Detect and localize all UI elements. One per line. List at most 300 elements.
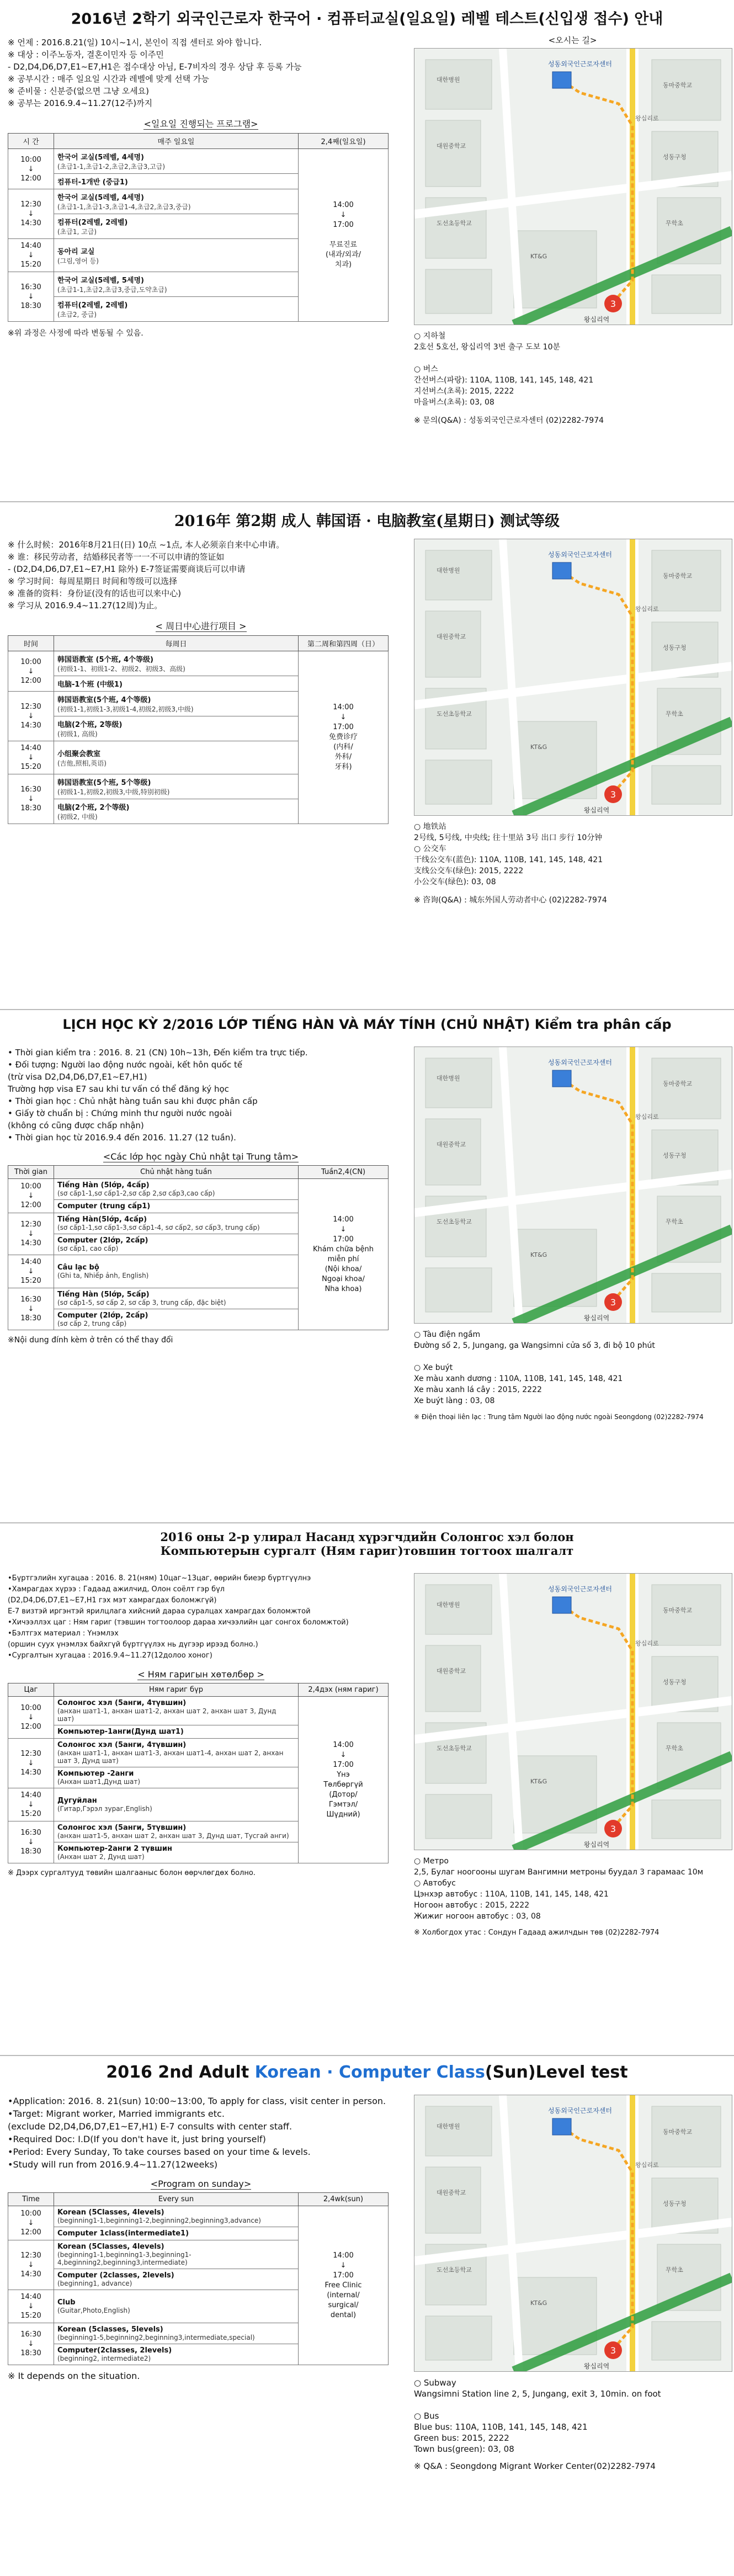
class-sub: (초급1-1,초급1-2,초급2,초급3,고급) [57,163,166,171]
class-main: 한국어 교실(5레벨, 4세명) [57,153,144,162]
center-marker [552,2118,571,2135]
class-main: Computer (2classes, 2levels) [57,2271,174,2280]
time-cell [8,1821,54,1863]
map-image [414,2095,732,2372]
map-block [425,60,492,109]
section-title: 2016 оны 2-р улирал Насанд хүрэгчдийн Солонгос хэл болон Компьютерын сургалт (Ням гариг)товшин тогтоох шалгалт [160,1530,574,1558]
clinic-cell [299,1179,389,1330]
station-exit-label: 3 [610,299,616,309]
map-block [652,1585,721,1645]
class-cell [54,1255,299,1288]
time-line: ↓ [28,795,34,803]
class-cell [54,189,299,214]
class-main: 컴퓨터(2레벨, 2레벨) [57,219,128,227]
time-line: ↓ [28,2219,34,2227]
class-cell [54,692,299,716]
time-cell [8,741,54,774]
transit-line: 마을버스(초록): 03, 08 [414,398,494,407]
class-sub: (吉他,照相,英语) [57,759,107,767]
class-sub: (Guitar,Photo,English) [57,2307,130,2314]
info-line: •Сургалтын хугацаа : 2016.9.4~11.27(12долоо хоног) [8,1651,212,1660]
time-line: ↓ [28,1759,34,1767]
map-place-label: 대한병원 [437,567,460,574]
transit-line [414,2399,731,2410]
station-exit-label: 3 [610,789,616,800]
class-main: 한국어 교실(5레벨, 5세명) [57,277,144,285]
map-place-label: KT&G [530,1778,547,1785]
left-column [8,1573,394,1877]
time-line: ↓ [28,1305,34,1313]
info-line: ※ 공부시간 : 매주 일요일 시간과 레벨에 맞게 선택 가능 [8,74,209,84]
right-column [414,2095,731,2471]
time-line: 14:40 [20,242,41,250]
map-place-label: 동마중학교 [663,2128,693,2136]
left-column [8,539,394,824]
table-header-row [8,2193,389,2206]
time-cell [8,1288,54,1330]
time-cell [8,2323,54,2365]
time-line: 14:40 [20,1258,41,1266]
class-cell [54,1309,299,1330]
clinic-line: dental) [330,2311,357,2319]
map-block [652,550,721,611]
clinic-line: Гэмтэл/ [328,1800,358,1809]
title-post: (Sun)Level test [485,2063,628,2082]
info-list [8,1573,394,1661]
program-title: < Ням гаригын хөтөлбөр > [137,1669,264,1680]
transit-line: ○ Xe buýt [414,1363,453,1372]
class-sub: (sơ cấp1, cao cấp) [57,1245,119,1252]
transit-line: Цэнхэр автобус : 110A, 110B, 141, 145, 148, 421 [414,1890,609,1899]
class-main: 电脑(2个班, 2等级) [57,721,123,729]
info-line: ※ 공부는 2016.9.4~11.27(12주)까지 [8,98,153,108]
right-column [414,1047,731,1421]
clinic-line: 免费诊疗 [328,733,358,741]
map-svg [414,1047,732,1323]
map-place-label: 동마중학교 [663,82,693,89]
table-header-cell: Цаг [8,1683,54,1697]
station-name-label: 왕십리역 [583,806,610,814]
clinic-cell [299,149,389,322]
transit-line: ○ 地铁站 [414,822,446,831]
time-cell [8,149,54,189]
map-place-label: 성동구청 [663,153,687,161]
transit-line: 2호선 5호선, 왕십리역 3번 출구 도보 10분 [414,343,561,352]
table-header-cell: 每周日 [54,636,299,651]
map-block [652,1800,721,1839]
info-line: (trừ visa D2,D4,D6,D7,E1~E7,H1) [8,1072,147,1082]
class-main: 컴퓨터(2레벨, 2레벨) [57,301,128,310]
class-main: Korean (5classes, 5levels) [57,2325,163,2334]
class-cell [54,174,299,189]
time-line: 14:40 [20,2293,41,2301]
info-line: (exclude D2,D4,D6,D7,E1~E7,H1) E-7 consults with center staff. [8,2121,292,2132]
class-main: Computer(2classes, 2levels) [57,2346,172,2355]
info-list [8,1047,394,1144]
transit-line: 간선버스(파랑): 110A, 110B, 141, 145, 148, 421 [414,376,594,385]
clinic-line: 牙科) [334,763,352,771]
table-header-cell: 2,4дэх (ням гариг) [299,1683,389,1697]
transit-line [414,353,731,364]
table-header-cell: Time [8,2193,54,2206]
clinic-line: 14:00 [333,1740,354,1749]
info-line: • Thời gian kiểm tra : 2016. 8. 21 (CN) 10h~13h, Đến kiểm tra trực tiếp. [8,1048,308,1058]
map-place-label: 대한병원 [437,1075,460,1082]
time-line: 15:20 [20,763,41,771]
map-block [652,60,721,120]
time-cell [8,272,54,322]
class-cell [54,2290,299,2323]
class-cell [54,716,299,741]
info-line: • Đối tượng: Người lao động nước ngoài, kết hôn quốc tế [8,1060,243,1070]
time-line: ↓ [28,1800,34,1809]
section-vietnamese [0,1010,734,1523]
info-line: • Thời gian học từ 2016.9.4 đến 2016. 11.27 (12 tuần). [8,1133,236,1143]
time-line: 12:30 [20,1750,41,1758]
class-main: Солонгос хэл (5анги, 5түвшин) [57,1824,187,1832]
info-line: •Хичээллэх цаг : Ням гариг (тэвшин тогтоолоор дараа хичээлийн цаг сонгох боломжтой) [8,1618,349,1627]
info-line: ※ 学习时间：每周星期日 时间和等级可以选择 [8,576,178,586]
clinic-line: ↓ [340,1750,347,1759]
clinic-line: 14:00 [333,201,354,209]
info-line: •Target: Migrant worker, Married immigrants etc. [8,2108,225,2119]
class-cell [54,297,299,322]
transit-line: Xe buýt làng : 03, 08 [414,1396,495,1405]
note: ※ It depends on the situation. [8,2371,140,2381]
map-block [652,275,721,314]
time-line: 14:40 [20,744,41,752]
map-place-label: 대한병원 [437,1601,460,1608]
transit-line: 2号线, 5号线, 中央线; 往十里站 3号 出口 步行 10分钟 [414,833,603,842]
class-cell [54,1788,299,1821]
map-place-label: 왕십리로 [635,2161,659,2169]
table-header-cell: Every sun [54,2193,299,2206]
contact: ※ Điện thoại liên lạc : Trung tâm Người lao động nước ngoài Seongdong (02)2282-7974 [414,1413,704,1421]
class-sub: (初级2, 中级) [57,813,98,821]
time-line: ↓ [28,667,34,676]
time-line: 12:00 [20,174,41,183]
info-list [8,2095,394,2171]
map-block [425,1645,481,1712]
class-sub: (sơ cấp1-1,sơ cấp1-3,sơ cấp1-4, sơ cấp2, sơ cấp3, trung cấp) [57,1224,260,1231]
map-place-label: 대원중학교 [437,633,466,640]
class-cell [54,214,299,239]
table-header-cell: 2,4wk(sun) [299,2193,389,2206]
time-cell [8,239,54,272]
map-place-label: 무학초 [666,220,683,227]
class-cell [54,1767,299,1788]
time-line: 14:30 [20,721,41,730]
time-line: 12:00 [20,2228,41,2237]
map-place-label: 왕십리로 [635,1640,659,1647]
info-line: •Required Doc: I.D(If you don't have it, just bring yourself) [8,2134,266,2144]
map-block [425,269,492,314]
table-header-row [8,1166,389,1179]
class-cell [54,2269,299,2290]
info-line: Trường hợp visa E7 sau khi tư vấn có thể đăng ký học [8,1084,229,1094]
time-line: ↓ [28,210,34,218]
class-sub: (초급1, 고급) [57,228,97,236]
map-block [652,766,721,804]
transit-line: 干线公交车(蓝色): 110A, 110B, 141, 145, 148, 421 [414,856,603,864]
map-place-label: 도선초등학교 [437,1218,472,1225]
clinic-line: Free Clinic [325,2281,362,2290]
time-line: 16:30 [20,283,41,291]
map-place-label: 동마중학교 [663,1607,693,1614]
map-block [425,1058,492,1108]
class-main: 한국어 교실(5레벨, 4세명) [57,194,144,202]
contact: ※ 문의(Q&A) : 성동외국인근로자센터 (02)2282-7974 [414,416,604,425]
program-table [8,1165,389,1330]
time-line: 10:00 [20,155,41,164]
program-title: <Các lớp học ngày Chủ nhật tại Trung tâm> [103,1151,299,1162]
map-place-label: 대한병원 [437,2123,460,2130]
class-main: Компьютер-2анги 2 түвшин [57,1845,173,1853]
map-block [425,760,492,804]
time-cell [8,189,54,239]
table-row [8,1179,389,1200]
class-cell [54,239,299,272]
info-line: • Giấy tờ chuẩn bị : Chứng minh thư người nước ngoài [8,1108,232,1118]
time-line: ↓ [28,2261,34,2269]
time-line: 10:00 [20,657,41,666]
center-marker [552,1070,571,1087]
class-cell [54,1200,299,1213]
clinic-line: ↓ [340,1225,347,1234]
map-place-label: KT&G [530,1251,547,1258]
section-english [0,2056,734,2576]
map-place-label: 동마중학교 [663,1080,693,1087]
map-label: <오시는 길> [548,35,597,45]
info-line: ※ 언제 : 2016.8.21(일) 10시~1시, 본인이 직접 센터로 와야 합니다. [8,38,262,47]
time-cell [8,1179,54,1213]
map-block [425,1794,492,1839]
clinic-line: 17:00 [333,1235,354,1244]
time-line: 18:30 [20,1314,41,1322]
time-line: 14:30 [20,2270,41,2278]
program-title: <일요일 진행되는 프로그램> [143,119,258,129]
section-title: LỊCH HỌC KỲ 2/2016 LỚP TIẾNG HÀN VÀ MÁY TÍNH (CHỦ NHẬT) Kiểm tra phân cấp [62,1017,672,1032]
title-text: 2016年 第2期 成人 韩国语 · 电脑教室(星期日) 测试等级 [174,513,560,530]
clinic-line: ↓ [340,713,347,721]
clinic-cell [299,1697,389,1863]
map-svg [414,539,732,815]
transit-line: 小公交车(绿色): 03, 08 [414,878,496,886]
info-line: • Thời gian học : Chủ nhật hàng tuần sau khi được phân cấp [8,1096,258,1106]
table-header-row [8,134,389,149]
class-main: Tiếng Hàn (5lớp, 4cấp) [57,1181,150,1189]
info-line: ※ 대상 : 이주노동자, 결혼이민자 등 이주민 [8,50,164,60]
clinic-cell [299,2206,389,2365]
right-column [414,1573,731,1937]
class-main: Tiếng Hàn (5lớp, 5cấp) [57,1290,150,1299]
time-line: 15:20 [20,1810,41,1818]
class-main: Korean (5Classes, 4levels) [57,2208,164,2217]
time-line: 12:30 [20,2251,41,2260]
map-image [414,1047,732,1324]
class-sub: (Ghi ta, Nhiếp ảnh, English) [57,1272,149,1279]
class-sub: (sơ cấp 2, trung cấp) [57,1320,127,1327]
time-line: ↓ [28,2302,34,2311]
class-sub: (анхан шат1-1, анхан шат1-2, анхан шат 2, анхан шат 3, Дунд шат) [57,1707,276,1723]
class-main: 电脑-1个班 (中级1) [57,681,123,689]
time-line: ↓ [28,753,34,762]
transit-line [414,1351,731,1362]
table-row [8,149,389,174]
transit-line: ○ 지하철 [414,332,446,341]
class-main: Компьютер -2анги [57,1770,134,1778]
class-sub: (beginning2, intermediate2) [57,2355,151,2362]
table-header-row [8,1683,389,1697]
map-place-label: 성동구청 [663,644,687,651]
info-line: (оршин суух үнэмлэх байхгүй бүртгүүлэх нь дүгээр ирээд болно.) [8,1640,258,1649]
transit-line: Đường số 2, 5, Jungang, ga Wangsimni cửa số 3, đi bộ 10 phút [414,1341,655,1350]
class-cell [54,1821,299,1842]
clinic-line: (内科/ [333,743,353,751]
transit-line: Ногоон автобус : 2015, 2222 [414,1901,530,1910]
time-line: 16:30 [20,1295,41,1304]
time-line: ↓ [28,164,34,173]
section-title: 2016년 2학기 외국인근로자 한국어 · 컴퓨터교실(일요일) 레벨 테스트(신입생 접수) 안내 [71,10,663,28]
time-line: 16:30 [20,785,41,794]
clinic-line: 14:00 [333,2251,354,2260]
map-block [425,120,481,187]
time-cell [8,2290,54,2323]
clinic-line: surgical/ [328,2301,359,2309]
map-place-label: 무학초 [666,710,683,718]
clinic-line: 14:00 [333,703,354,711]
class-sub: (sơ cấp1-1,sơ cấp1-2,sơ cấp 2,sơ cấp3,cao cấp) [57,1189,215,1197]
section-title [0,502,734,530]
time-line: ↓ [28,2340,34,2348]
class-sub: (sơ cấp1-5, sơ cấp 2, sơ cấp 3, trung cấp, đặc biệt) [57,1299,226,1306]
map-place-label: KT&G [530,253,547,260]
class-sub: (초급1-1,초급1-3,초급1-4,초급2,초급3,중급) [57,203,191,211]
class-cell [54,1213,299,1234]
program-table [8,133,389,322]
time-cell [8,1213,54,1255]
class-main: 韩国语教室(5个班, 4个等级) [57,696,151,704]
info-line: •Period: Every Sunday, To take courses based on your time & levels. [8,2147,311,2157]
time-line: 15:20 [20,1277,41,1285]
center-name-label: 성동외국인근로자센터 [548,2107,612,2115]
time-line: 10:00 [20,1182,41,1191]
class-main: 韩国语教室(5个班, 5个等级) [57,779,151,787]
class-sub: (初级1-1,初级1-3,初级1-4,初级2,初级3,中级) [57,705,194,713]
map-place-label: 성동구청 [663,1152,687,1159]
class-cell [54,651,299,676]
clinic-cell [299,651,389,824]
time-cell [8,2206,54,2240]
time-line: 10:00 [20,1704,41,1712]
time-line: 18:30 [20,302,41,310]
note: ※위 과정은 사정에 따라 변동될 수 있음. [8,329,143,338]
map-svg [414,49,732,325]
transit-line: ○ 公交车 [414,844,446,853]
class-sub: (初级1-1,初级2,初级3,中级,特别初级) [57,788,170,796]
transit-line: Xe màu xanh dương : 110A, 110B, 141, 145, 148, 421 [414,1374,623,1383]
table-header-cell: 시 간 [8,134,54,149]
section-chinese [0,502,734,1010]
station-name-label: 왕십리역 [583,1841,610,1849]
map-block [652,2322,721,2360]
info-line: ※ 什么时候：2016年8月21日(日) 10点 ~1点, 本人必须亲自来中心申请。 [8,540,285,550]
table-header-cell: 매주 일요일 [54,134,299,149]
table-header-row [8,636,389,651]
class-main: 컴퓨터-1개반 (중급1) [57,178,128,187]
table-header-cell: 时间 [8,636,54,651]
class-cell [54,272,299,297]
time-line: 12:00 [20,1201,41,1209]
program-table [8,1683,389,1863]
time-line: 14:30 [20,1768,41,1777]
info-line: - (D2,D4,D6,D7,E1~E7,H1 除外) E-7签证需要商谈后可以申请 [8,564,246,574]
clinic-line: (내과/외과/ [325,251,361,259]
class-sub: (beginning1-1,beginning1-2,beginning2,beginning3,advance) [57,2217,261,2224]
class-main: Club [57,2298,76,2307]
table-header-cell: Thời gian [8,1166,54,1179]
station-exit-label: 3 [610,2345,616,2356]
clinic-line [302,230,385,240]
clinic-line: miễn phí [327,1255,359,1263]
clinic-line: 17:00 [333,723,354,731]
info-line: (D2,D4,D6,D7,E1~E7,H1 гэх мэт хамрагдах боломжгүй) [8,1596,217,1605]
map-place-label: 도선초등학교 [437,710,472,718]
transit-line: ○ Метро [414,1857,449,1866]
clinic-line: Ngoại khoa/ [322,1274,365,1283]
map-place-label: 대원중학교 [437,142,466,150]
transit-line: Жижиг ногоон автобус : 03, 08 [414,1912,541,1921]
station-name-label: 왕십리역 [583,316,610,323]
info-line: •Application: 2016. 8. 21(sun) 10:00~13:00, To apply for class, visit center in person. [8,2096,386,2106]
class-sub: (그림,영어 등) [57,257,99,265]
info-line: •Хамрагдах хүрээ : Гадаад ажилчид, Олон соёлт гэр бүл [8,1585,225,1594]
transit-line: 支线公交车(绿色): 2015, 2222 [414,867,524,875]
table-row [8,1697,389,1725]
transit-line: ○ Subway [414,2378,456,2388]
section-korean [0,0,734,502]
map-place-label: 왕십리로 [635,606,659,613]
map-place-label: 무학초 [666,2266,683,2274]
transit-line: Green bus: 2015, 2222 [414,2433,509,2443]
transit-line: ○ Tàu điện ngầm [414,1330,481,1339]
clinic-line: ↓ [340,211,347,219]
class-main: Компьютер-1анги(Дунд шат1) [57,1728,184,1736]
time-line: 12:30 [20,1220,41,1229]
map-block [652,1058,721,1119]
clinic-line: (Nội khoa/ [325,1265,362,1273]
info-line: E-7 визтэй иргэнтэй ярилцлага хийсний дараа суралцах хамрагдах боломжтой [8,1607,311,1616]
transit-line: ○ Автобус [414,1879,456,1888]
class-main: Солонгос хэл (5анги, 4түвшин) [57,1741,187,1749]
note: ※Nội dung đính kèm ở trên có thể thay đổi [8,1336,173,1345]
class-cell [54,1288,299,1309]
time-line: ↓ [28,251,34,259]
center-marker [552,72,571,88]
info-line: ※ 谁：移民劳动者，结婚移民者等一一不可以申请的签证如 [8,552,225,562]
class-cell [54,1739,299,1767]
transit-line: 지선버스(초록): 2015, 2222 [414,387,514,396]
class-sub: (初级1-1、初级1-2、初级2、初级3、高级) [57,665,185,673]
center-name-label: 성동외국인근로자센터 [548,1585,612,1593]
class-main: Câu lạc bộ [57,1263,99,1272]
class-main: 电脑(2个班, 2个等级) [57,804,130,812]
clinic-line: 무료진료 [329,241,358,249]
clinic-line: 치과) [334,261,352,269]
time-line: ↓ [28,293,34,301]
map-place-label: KT&G [530,2299,547,2307]
map-block [425,2167,481,2233]
